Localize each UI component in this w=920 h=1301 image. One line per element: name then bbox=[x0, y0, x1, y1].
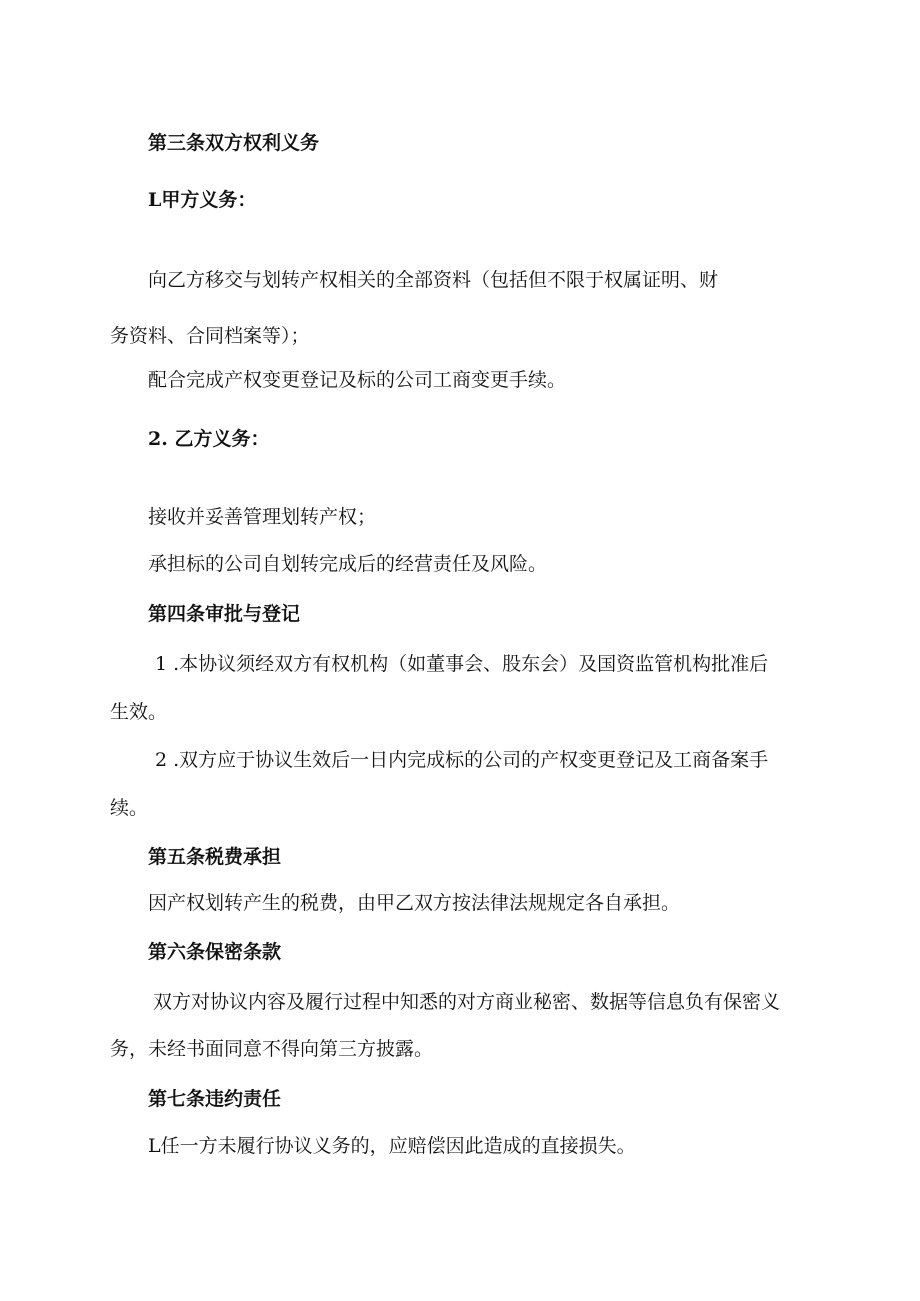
party-a-obligations-heading: L甲方义务： bbox=[148, 189, 257, 211]
article-4-item-1-line-1: 1 .本协议须经双方有权机构（如董事会、股东会）及国资监管机构批准后 bbox=[155, 653, 769, 675]
party-b-obligation-2: 承担标的公司自划转完成后的经营责任及风险。 bbox=[148, 553, 548, 575]
party-a-obligation-1-line-1: 向乙方移交与划转产权相关的全部资料（包括但不限于权属证明、财 bbox=[148, 269, 719, 291]
article-6-heading: 第六条保密条款 bbox=[148, 941, 282, 963]
party-b-obligations-heading: 2. 乙方义务： bbox=[148, 428, 270, 450]
party-b-obligation-1: 接收并妥善管理划转产权； bbox=[148, 506, 377, 528]
party-a-obligation-2: 配合完成产权变更登记及标的公司工商变更手续。 bbox=[148, 369, 567, 391]
article-5-heading: 第五条税费承担 bbox=[148, 846, 282, 868]
article-7-item-1: L任一方未履行协议义务的，应赔偿因此造成的直接损失。 bbox=[148, 1135, 636, 1157]
article-4-heading: 第四条审批与登记 bbox=[148, 603, 301, 625]
article-4-item-1-line-2: 生效。 bbox=[110, 701, 168, 723]
article-6-text-line-2: 务，未经书面同意不得向第三方披露。 bbox=[110, 1038, 434, 1060]
article-6-text-line-1: 双方对协议内容及履行过程中知悉的对方商业秘密、数据等信息负有保密义 bbox=[153, 991, 781, 1013]
article-4-item-2-line-2: 续。 bbox=[110, 797, 149, 819]
article-7-heading: 第七条违约责任 bbox=[148, 1088, 282, 1110]
article-4-item-2-line-1: 2 .双方应于协议生效后一日内完成标的公司的产权变更登记及工商备案手 bbox=[155, 749, 769, 771]
party-a-obligation-1-line-2: 务资料、合同档案等）； bbox=[110, 325, 310, 347]
article-3-heading: 第三条双方权利义务 bbox=[148, 132, 320, 154]
article-5-text: 因产权划转产生的税费，由甲乙双方按法律法规规定各自承担。 bbox=[148, 892, 681, 914]
